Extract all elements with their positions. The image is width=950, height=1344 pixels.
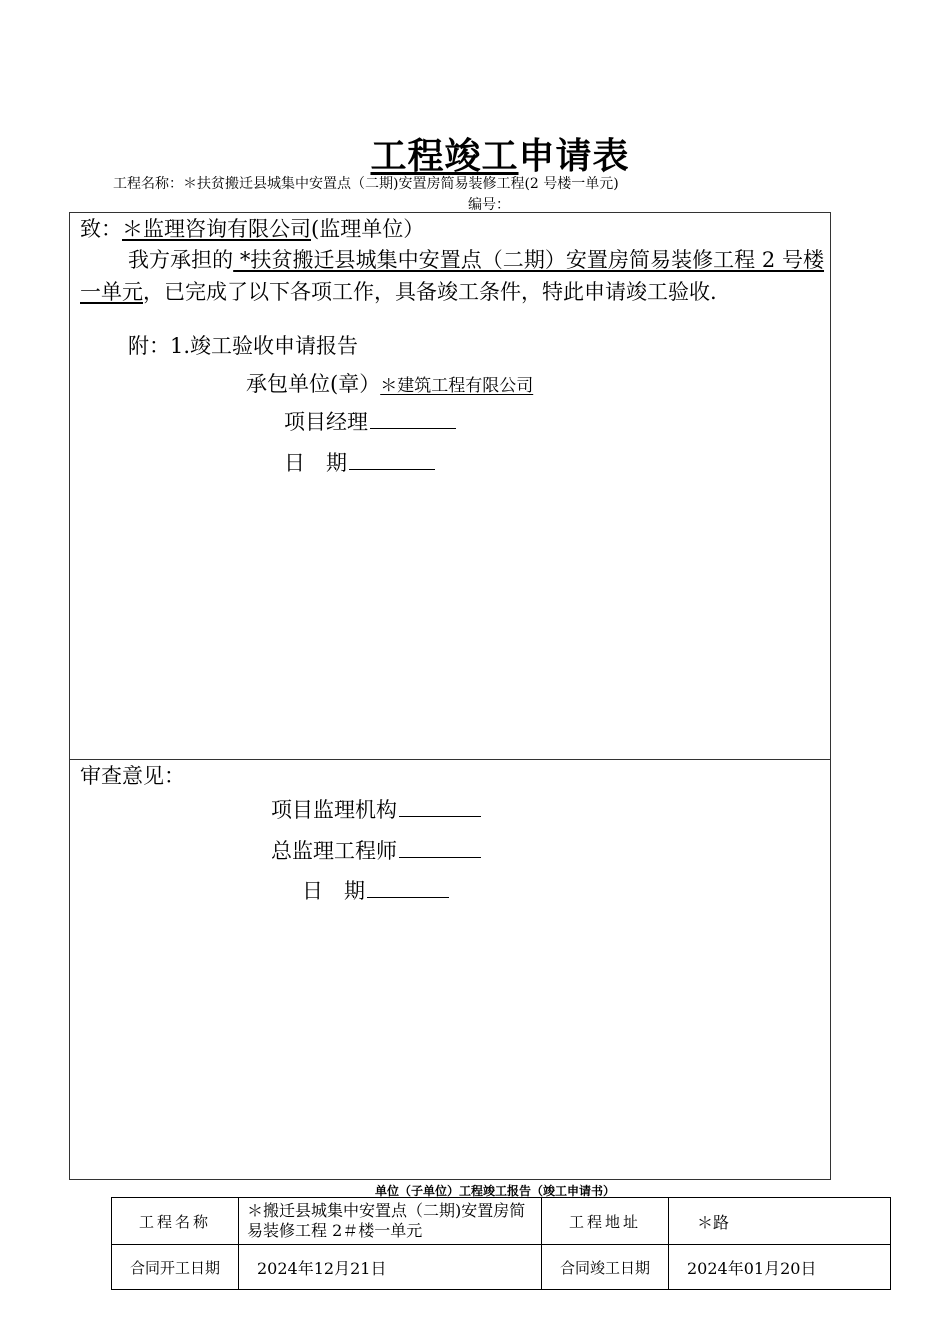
body-prefix: 我方承担的	[128, 248, 234, 272]
address-cell: ＊路	[669, 1198, 891, 1245]
finish-date-header: 合同竣工日期	[542, 1245, 669, 1290]
manager-line	[284, 407, 456, 439]
review-opinion-label: 审查意见：	[80, 764, 185, 788]
addressee-line	[80, 214, 424, 246]
chief-engineer-label: 总监理工程师	[271, 839, 397, 863]
supervision-org-line	[271, 795, 481, 827]
contractor-value[interactable]: ＊建筑工程有限公司	[380, 376, 534, 396]
table-row	[112, 1198, 891, 1245]
page-title	[0, 128, 950, 179]
contractor-label: 承包单位(章）	[246, 372, 381, 396]
report-caption: 单位（子单位）工程竣工报告（竣工申请书）	[374, 1184, 615, 1198]
application-date-label: 日 期	[284, 451, 347, 475]
page-title-underlined: 工程竣工	[370, 135, 519, 177]
addressee-label: 致：	[80, 217, 122, 241]
code-line: 编号：	[468, 197, 510, 213]
table-row	[112, 1245, 891, 1290]
start-date-cell: 2024年12月21日	[239, 1245, 542, 1290]
application-date-line	[284, 448, 435, 480]
page-title-rest: 申请表	[518, 135, 630, 177]
body-project[interactable]: *扶贫搬迁县城集中安置点（二期）安置房简易装修工程 2 号楼一单元	[80, 248, 825, 304]
addressee-value[interactable]: ＊监理咨询有限公司	[122, 217, 311, 241]
review-date-field[interactable]	[367, 896, 449, 898]
project-name-value: ＊扶贫搬迁县城集中安置点（二期)安置房简易装修工程(2 号楼一单元)	[183, 176, 619, 192]
chief-engineer-line	[271, 836, 481, 868]
application-date-field[interactable]	[349, 468, 435, 470]
address-header: 工程地址	[542, 1198, 669, 1245]
project-name-header: 工程名称	[112, 1198, 239, 1245]
supervision-org-label: 项目监理机构	[271, 798, 397, 822]
chief-engineer-field[interactable]	[399, 856, 481, 858]
project-name-label: 工程名称：	[113, 176, 183, 192]
start-date-header: 合同开工日期	[112, 1245, 239, 1290]
manager-signature-field[interactable]	[370, 427, 456, 429]
report-table	[111, 1197, 891, 1290]
review-date-label: 日 期	[302, 879, 365, 903]
supervision-org-field[interactable]	[399, 815, 481, 817]
body-suffix: ，已完成了以下各项工作，具备竣工条件，特此申请竣工验收.	[143, 280, 717, 304]
attachment-line: 附：1.竣工验收申请报告	[128, 334, 359, 358]
application-body	[80, 244, 824, 308]
project-name-line	[113, 173, 619, 193]
manager-label: 项目经理	[284, 410, 368, 434]
finish-date-cell: 2024年01月20日	[669, 1245, 891, 1290]
project-name-cell: ＊搬迁县城集中安置点（二期)安置房简易装修工程 2＃楼一单元	[239, 1198, 542, 1245]
review-date-line	[302, 876, 449, 908]
contractor-line	[246, 369, 533, 401]
addressee-suffix: (监理单位）	[311, 217, 425, 241]
